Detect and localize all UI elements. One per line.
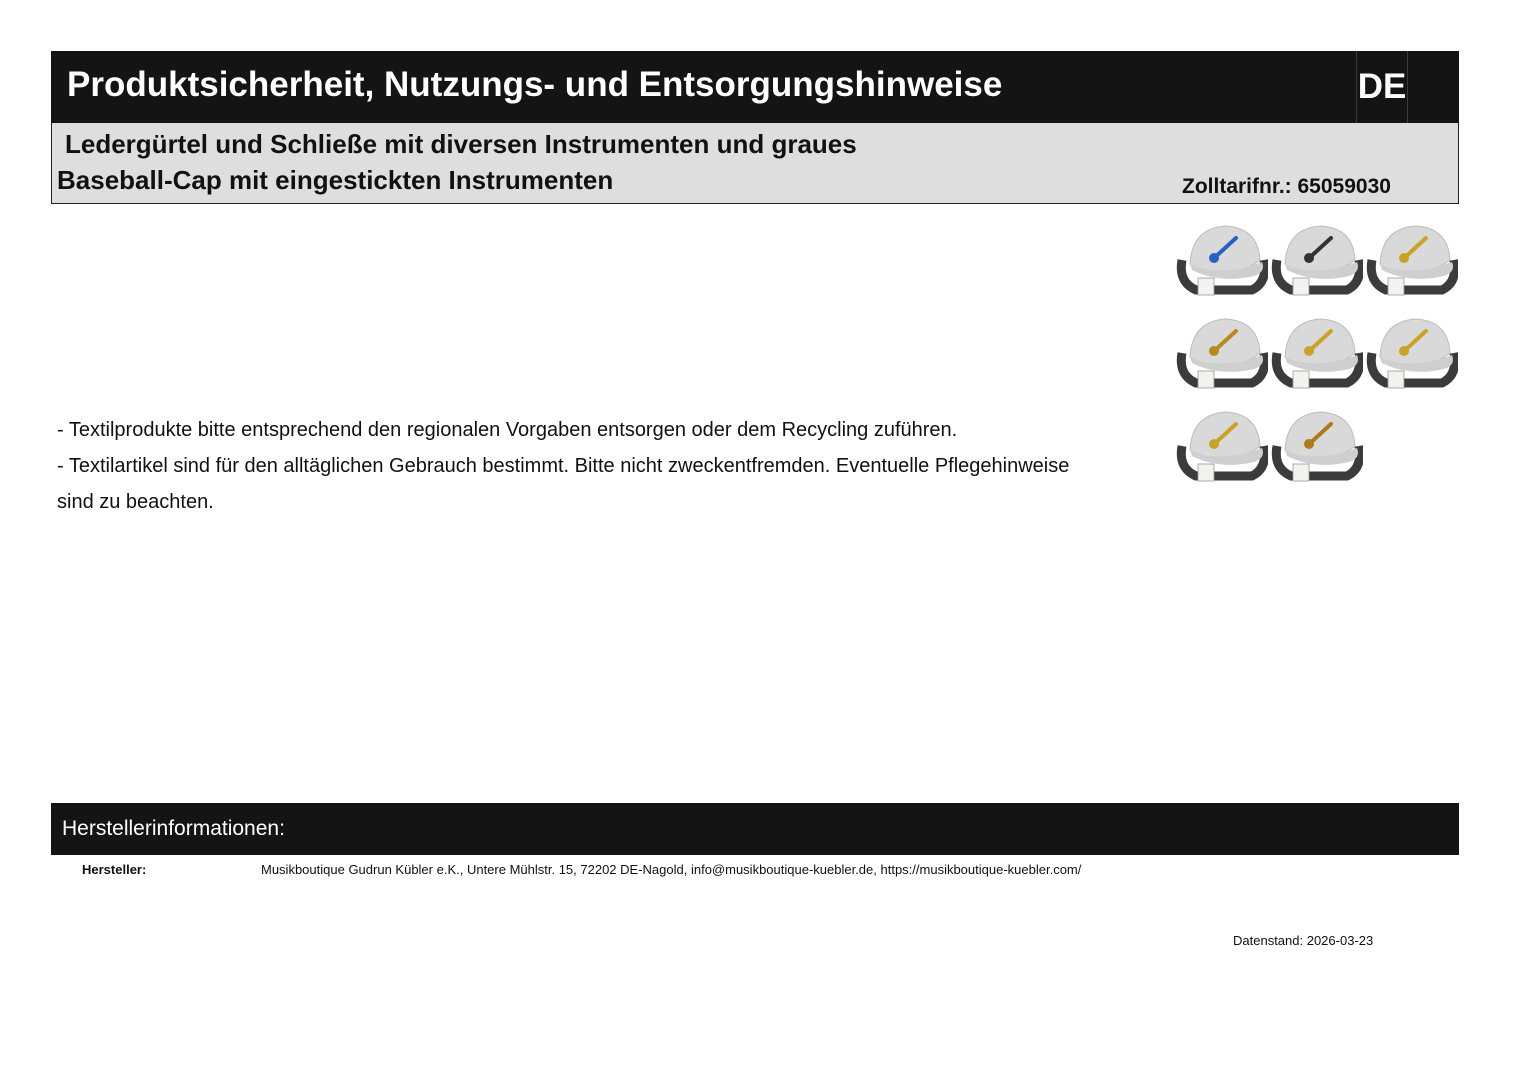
customs-tariff-number: Zolltarifnr.: 65059030	[1182, 175, 1391, 198]
product-image-trumpet	[1366, 220, 1458, 305]
product-name-line2: Baseball-Cap mit eingestickten Instrumenten	[57, 165, 614, 195]
product-image-saxophone	[1176, 313, 1268, 398]
product-header	[51, 123, 1459, 204]
manufacturer-details: Musikboutique Gudrun Kübler e.K., Untere Mühlstr. 15, 72202 DE-Nagold, info@musikboutique-kuebler.de, https://musikboutique-kuebler.com/	[261, 862, 1082, 877]
product-image-gallery	[1176, 220, 1466, 490]
product-image-drums	[1271, 313, 1363, 398]
note-usage: - Textilartikel sind für den alltäglichen Gebrauch bestimmt. Bitte nicht zweckentfremden. Eventuelle Pflegehinweise sind zu beachten.	[57, 455, 1070, 513]
product-image-violin	[1271, 406, 1363, 491]
page-title: Produktsicherheit, Nutzungs- und Entsorgungshinweise	[67, 65, 1003, 104]
manufacturer-section-bar	[51, 803, 1459, 855]
header-bar	[51, 51, 1459, 123]
language-badge: DE	[1356, 51, 1408, 123]
data-date-stamp: Datenstand: 2026-03-23	[1233, 933, 1374, 948]
product-image-trumpet	[1366, 313, 1458, 398]
product-name-line1: Ledergürtel und Schließe mit diversen Instrumenten und graues	[65, 129, 857, 159]
product-image-flute	[1271, 220, 1363, 305]
product-image-electric-guitar	[1176, 220, 1268, 305]
manufacturer-section-title: Herstellerinformationen:	[62, 817, 285, 840]
manufacturer-label: Hersteller:	[82, 862, 147, 877]
usage-disposal-notes	[57, 412, 1097, 520]
note-disposal: - Textilprodukte bitte entsprechend den regionalen Vorgaben entsorgen oder dem Recycling zuführen.	[57, 419, 958, 441]
product-image-accordion	[1176, 406, 1268, 491]
